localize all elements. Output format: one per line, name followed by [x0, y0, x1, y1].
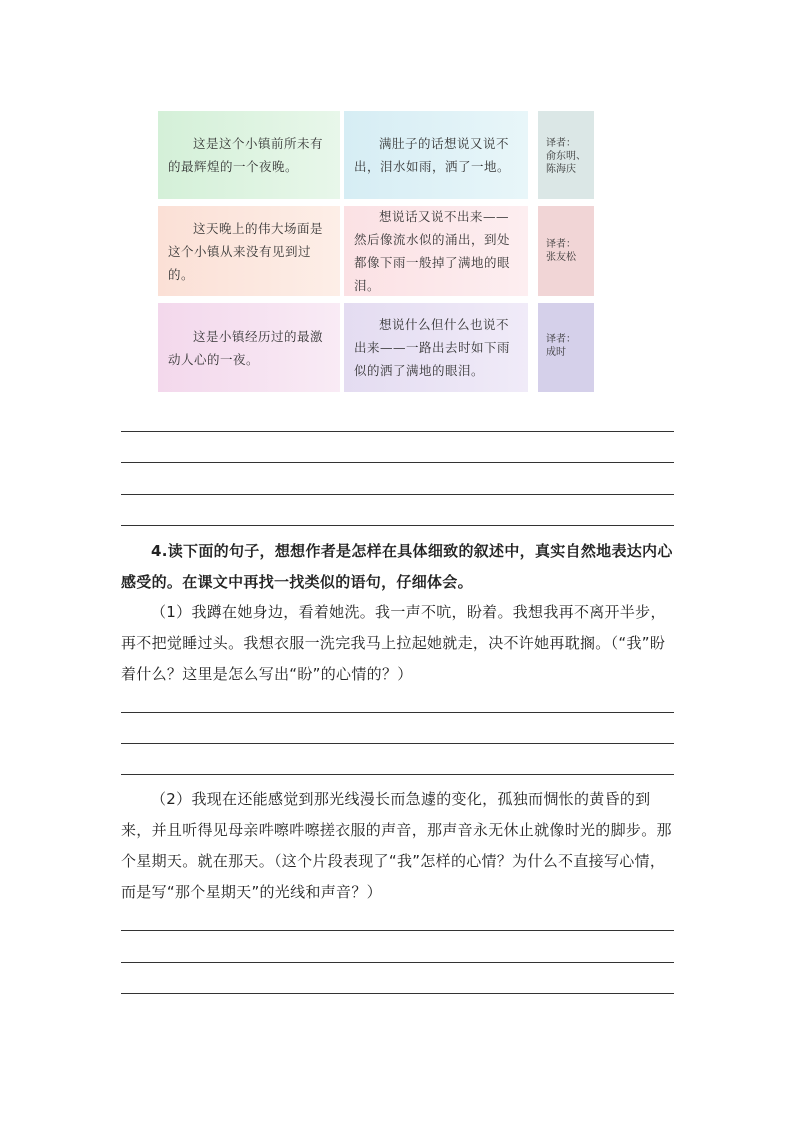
- answer-line[interactable]: [121, 743, 674, 744]
- translation-text: 满肚子的话想说又说不出，泪水如雨，洒了一地。: [354, 136, 511, 174]
- item-label: （1）: [151, 603, 192, 621]
- answer-line[interactable]: [121, 525, 674, 526]
- translation-3-sentence-a: [158, 303, 340, 392]
- answer-line[interactable]: [121, 712, 674, 713]
- translator-name: 张友松: [546, 252, 576, 263]
- question-number: 4.: [151, 542, 168, 560]
- answer-line[interactable]: [121, 494, 674, 495]
- translator-3: [538, 303, 594, 392]
- question-4-item-1: [121, 597, 675, 690]
- translation-text: 这是这个小镇前所未有的最辉煌的一个夜晚。: [168, 136, 324, 174]
- translator-name: 成时: [546, 347, 566, 358]
- translator-label: 译者：: [546, 334, 576, 345]
- translation-text: 这天晚上的伟大场面是这个小镇从来没有见到过的。: [168, 220, 324, 282]
- translation-1-sentence-a: [158, 111, 340, 199]
- translation-2-sentence-a: [158, 206, 340, 296]
- answer-line[interactable]: [121, 462, 674, 463]
- question-4-prompt: [121, 536, 675, 598]
- translation-comparison-table: [158, 111, 594, 392]
- translation-text: 想说话又说不出来——然后像流水似的涌出，到处都像下雨一般掉了满地的眼泪。: [354, 209, 511, 293]
- answer-line[interactable]: [121, 930, 674, 931]
- translator-1: [538, 111, 594, 199]
- translator-name: 俞东明、陈海庆: [546, 151, 586, 175]
- answer-line[interactable]: [121, 962, 674, 963]
- translation-text: 这是小镇经历过的最激动人心的一夜。: [168, 328, 324, 367]
- answer-line[interactable]: [121, 774, 674, 775]
- translation-2-sentence-b: [344, 206, 528, 296]
- item-label: （2）: [151, 790, 192, 808]
- translator-label: 译者：: [546, 138, 576, 149]
- question-4-item-2: [121, 784, 675, 908]
- item-text: 我蹲在她身边，看着她洗。我一声不吭，盼着。我想我再不离开半步，再不把觉睡过头。我想衣服一洗完我马上拉起她就走，决不许她再耽搁。（“我”盼着什么？这里是怎么写出“盼”的心情的？）: [121, 603, 666, 683]
- translator-label: 译者：: [546, 239, 576, 250]
- question-text: 读下面的句子，想想作者是怎样在具体细致的叙述中，真实自然地表达内心感受的。在课文中再找一找类似的语句，仔细体会。: [121, 542, 673, 591]
- translation-text: 想说什么但什么也说不出来——一路出去时如下雨似的洒了满地的眼泪。: [354, 317, 511, 378]
- answer-line[interactable]: [121, 431, 674, 432]
- translator-2: [538, 206, 594, 296]
- translation-1-sentence-b: [344, 111, 528, 199]
- translation-3-sentence-b: [344, 303, 528, 392]
- item-text: 我现在还能感觉到那光线漫长而急遽的变化，孤独而惆怅的黄昏的到来，并且听得见母亲吽嚓吽嚓搓衣服的声音，那声音永无休止就像时光的脚步。那个星期天。就在那天。（这个片段表现了“我”怎样的心情？为什么不直接写心情，而是写“那个星期天”的光线和声音？）: [121, 790, 672, 901]
- answer-line[interactable]: [121, 993, 674, 994]
